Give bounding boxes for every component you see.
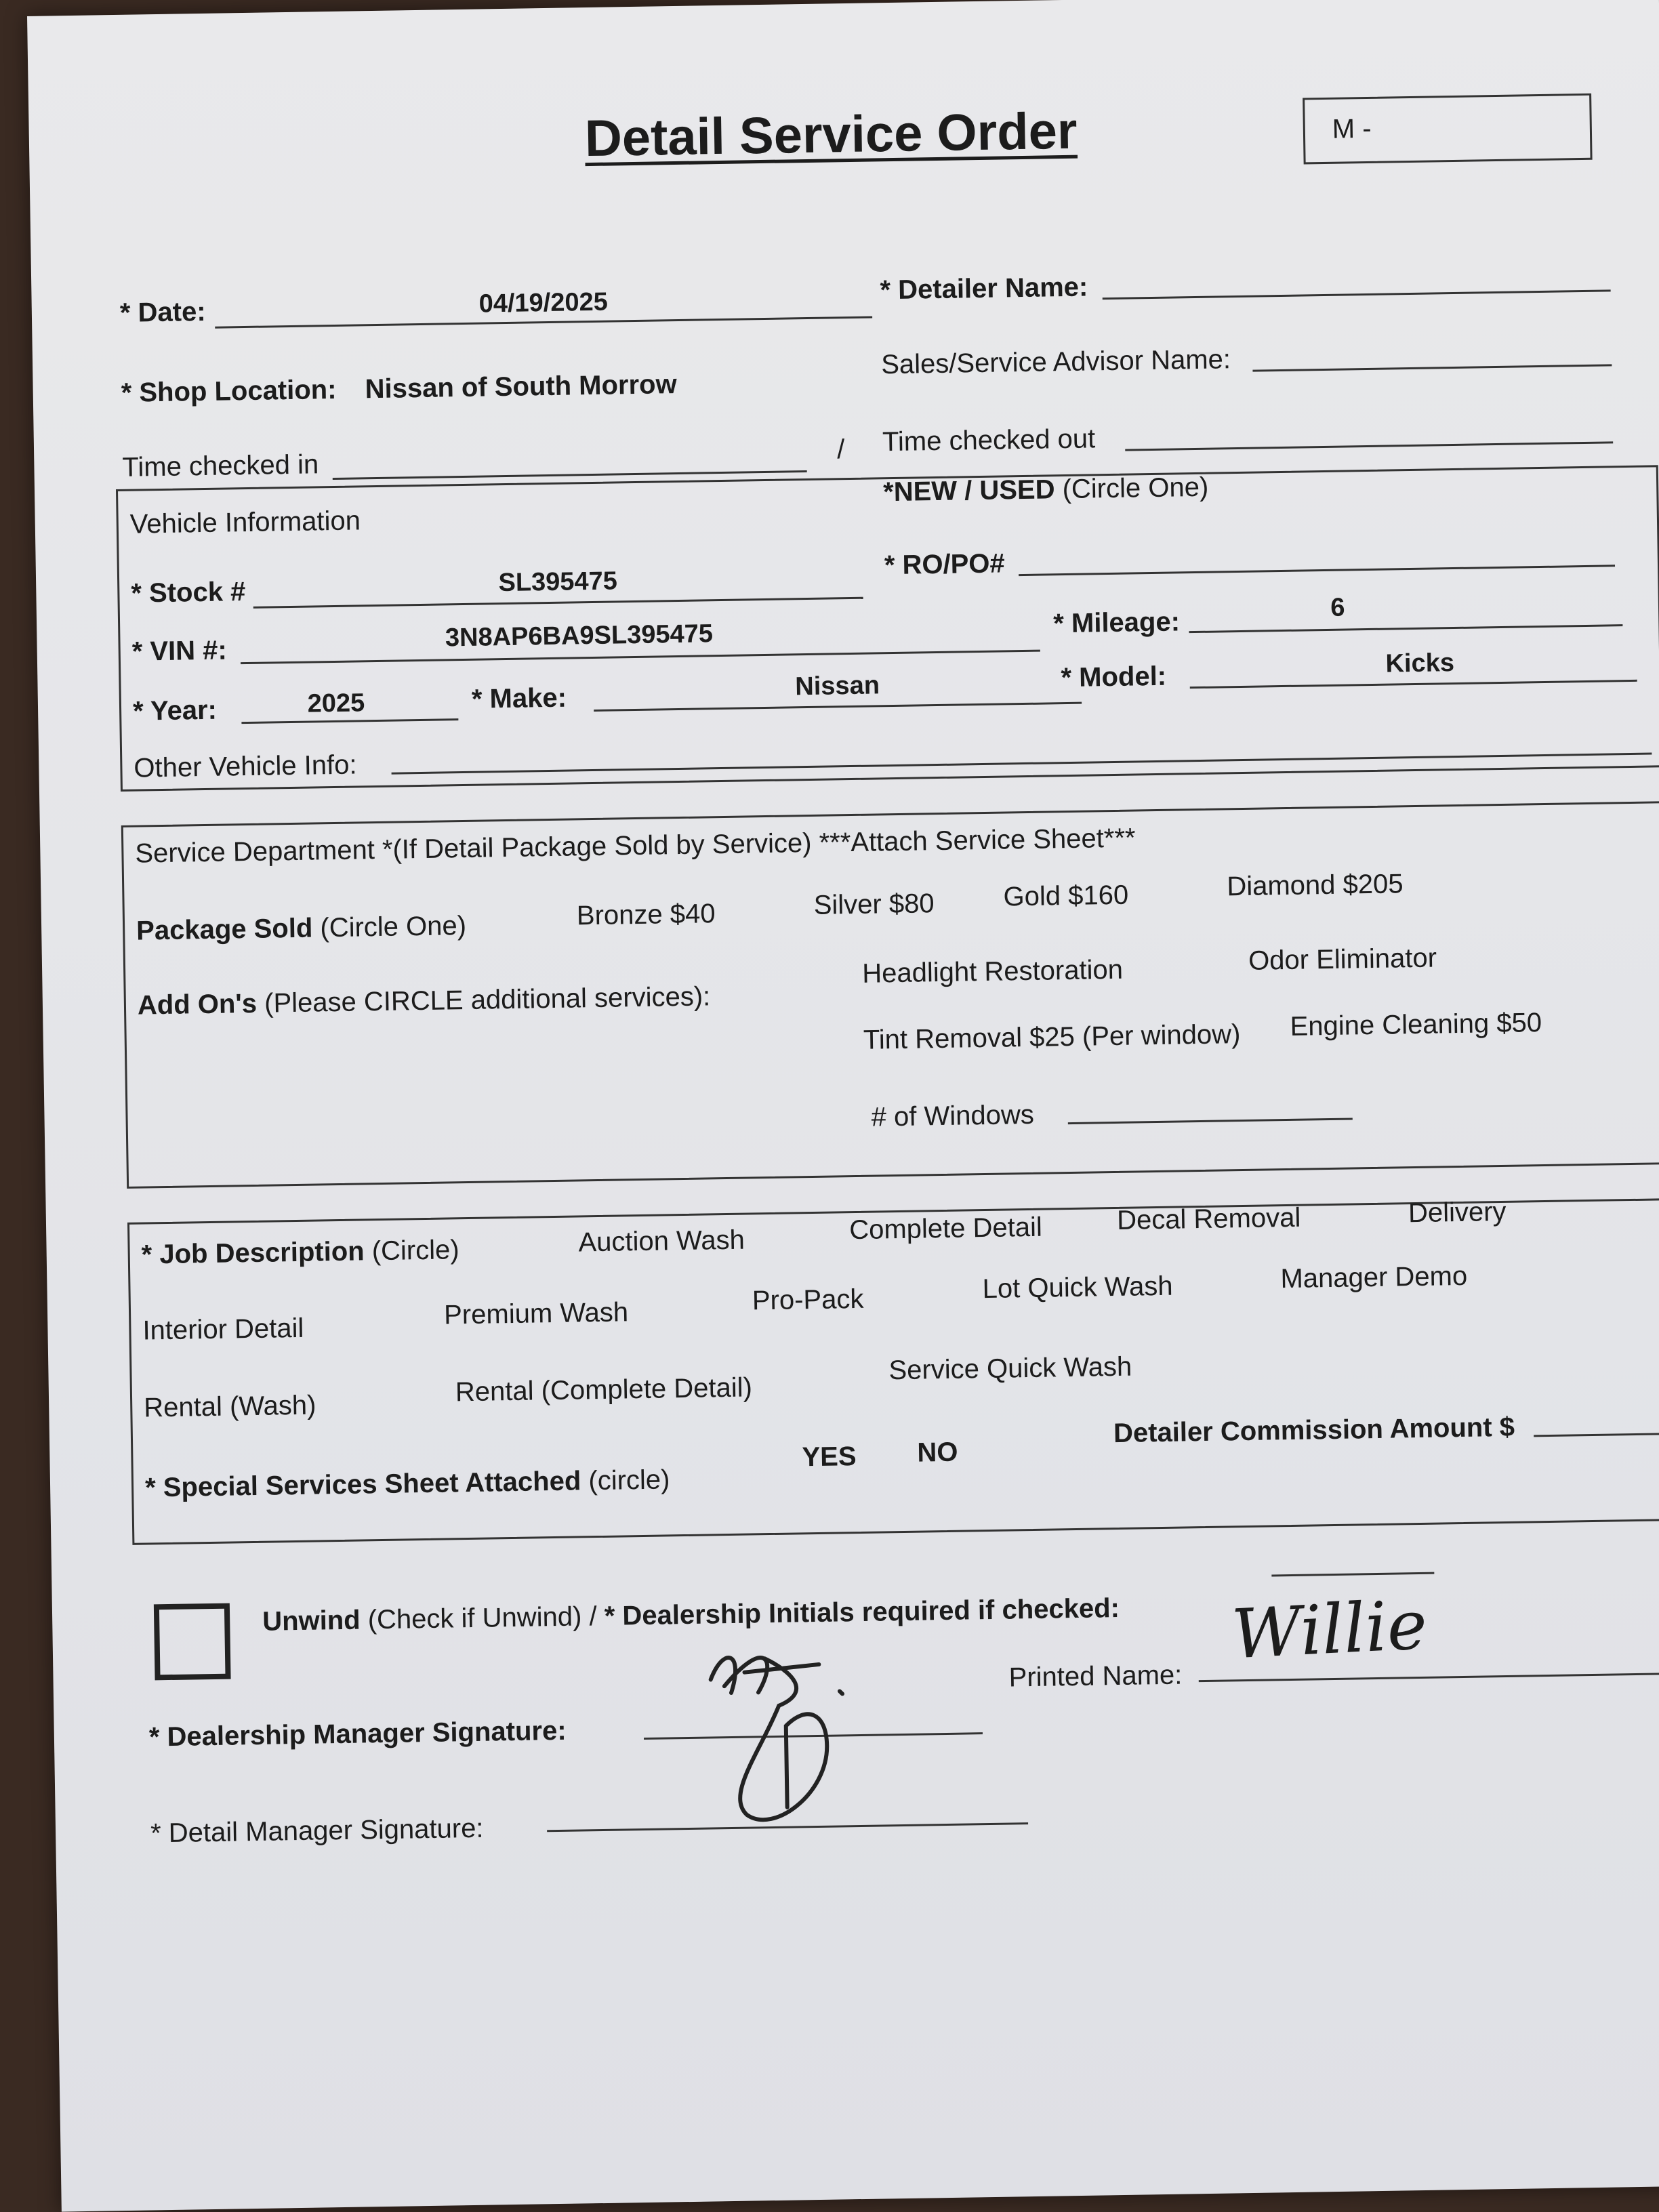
unwind-row (262, 1593, 1120, 1637)
time-out-line[interactable] (1125, 441, 1613, 451)
time-in-label: Time checked in (122, 449, 319, 483)
mileage-value: 6 (1330, 593, 1345, 622)
job-description-label: * Job Description (141, 1236, 365, 1270)
year-label: * Year: (132, 695, 218, 726)
circle-one-hint: (Circle One) (1062, 472, 1209, 505)
other-info-label: Other Vehicle Info: (134, 750, 357, 783)
make-value: Nissan (795, 671, 880, 701)
job-manager-demo[interactable]: Manager Demo (1280, 1261, 1468, 1294)
order-number-box[interactable] (1303, 94, 1592, 165)
date-value: 04/19/2025 (478, 287, 609, 319)
package-sold-hint: (Circle One) (320, 910, 467, 943)
package-diamond[interactable]: Diamond $205 (1227, 869, 1404, 902)
ropo-label: * RO/PO# (884, 548, 1006, 581)
model-label: * Model: (1061, 661, 1167, 693)
dealership-initials-label: * Dealership Initials required if checked: (604, 1593, 1120, 1631)
job-delivery[interactable]: Delivery (1408, 1196, 1507, 1229)
addons-hint: (Please CIRCLE additional services): (264, 981, 711, 1019)
special-services-yes[interactable]: YES (802, 1441, 857, 1473)
vehicle-info-heading: Vehicle Information (129, 506, 361, 539)
job-description-row (141, 1235, 459, 1270)
job-lot-quick-wash[interactable]: Lot Quick Wash (982, 1271, 1173, 1305)
package-sold-row (136, 911, 466, 947)
job-pro-pack[interactable]: Pro-Pack (752, 1284, 864, 1316)
new-used-label: *NEW / USED (882, 474, 1055, 508)
make-label: * Make: (471, 682, 567, 714)
job-rental-complete-detail[interactable]: Rental (Complete Detail) (455, 1372, 753, 1408)
time-out-label: Time checked out (882, 424, 1096, 457)
special-services-hint: (circle) (588, 1465, 670, 1496)
unwind-hint: (Check if Unwind) / (367, 1601, 597, 1635)
vin-value: 3N8AP6BA9SL395475 (445, 619, 714, 653)
job-service-quick-wash[interactable]: Service Quick Wash (888, 1351, 1132, 1386)
printed-name-line[interactable] (1199, 1673, 1659, 1682)
detailer-name-line[interactable] (1103, 289, 1611, 300)
printed-name-value: Willie (1229, 1584, 1429, 1675)
order-number-prefix: M - (1332, 113, 1372, 144)
job-interior-detail[interactable]: Interior Detail (142, 1313, 304, 1346)
addon-tint-removal[interactable]: Tint Removal $25 (Per window) (863, 1019, 1241, 1055)
special-services-label: * Special Services Sheet Attached (144, 1466, 581, 1503)
dealership-manager-signature (683, 1630, 883, 1830)
job-decal-removal[interactable]: Decal Removal (1116, 1202, 1301, 1235)
windows-count-label: # of Windows (871, 1099, 1035, 1132)
shop-location-label: * Shop Location: (121, 374, 337, 408)
mileage-label: * Mileage: (1052, 607, 1181, 639)
package-bronze[interactable]: Bronze $40 (576, 899, 716, 931)
time-separator: / (836, 434, 845, 465)
service-order-page (27, 0, 1659, 2212)
unwind-label: Unwind (262, 1605, 361, 1637)
printed-name-label: Printed Name: (1008, 1660, 1183, 1693)
stock-label: * Stock # (131, 577, 246, 609)
dealership-initials-line[interactable] (1271, 1572, 1434, 1577)
addon-headlight-restoration[interactable]: Headlight Restoration (861, 954, 1124, 989)
detailer-name-label: * Detailer Name: (880, 272, 1088, 306)
advisor-name-label: Sales/Service Advisor Name: (880, 344, 1231, 380)
addon-odor-eliminator[interactable]: Odor Eliminator (1248, 943, 1437, 976)
job-premium-wash[interactable]: Premium Wash (443, 1297, 629, 1330)
detail-manager-signature-label: * Detail Manager Signature: (150, 1813, 484, 1849)
commission-label: Detailer Commission Amount $ (1113, 1412, 1515, 1449)
package-gold[interactable]: Gold $160 (1003, 880, 1129, 912)
job-auction-wash[interactable]: Auction Wash (578, 1225, 745, 1258)
year-value: 2025 (307, 689, 365, 718)
vin-label: * VIN #: (131, 635, 228, 667)
new-used-choice[interactable] (883, 472, 1209, 508)
dealership-manager-signature-label: * Dealership Manager Signature: (148, 1715, 567, 1753)
addon-engine-cleaning[interactable]: Engine Cleaning $50 (1290, 1008, 1542, 1042)
package-sold-label: Package Sold (136, 913, 313, 946)
advisor-name-line[interactable] (1252, 364, 1612, 371)
page-title: Detail Service Order (584, 102, 1078, 168)
time-in-line[interactable] (333, 470, 807, 480)
shop-location-value: Nissan of South Morrow (365, 369, 677, 405)
stock-value: SL395475 (498, 567, 618, 598)
date-label: * Date: (119, 296, 206, 328)
job-description-hint: (Circle) (371, 1235, 459, 1267)
package-silver[interactable]: Silver $80 (813, 888, 935, 920)
unwind-checkbox[interactable] (154, 1603, 231, 1681)
special-services-no[interactable]: NO (917, 1437, 958, 1468)
service-heading: Service Department *(If Detail Package Sold by Service) ***Attach Service Sheet*** (135, 823, 1136, 869)
model-value: Kicks (1385, 649, 1455, 678)
job-complete-detail[interactable]: Complete Detail (848, 1212, 1043, 1246)
addons-label: Add On's (137, 988, 258, 1021)
job-rental-wash[interactable]: Rental (Wash) (143, 1390, 316, 1423)
